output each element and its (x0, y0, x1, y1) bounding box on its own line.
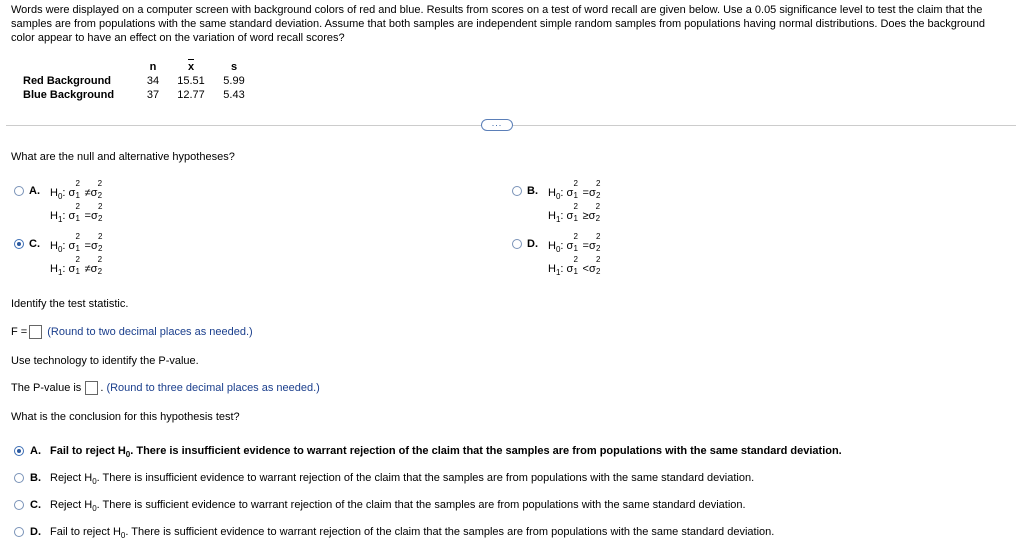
cell-s: 5.43 (223, 89, 245, 101)
option-text: Fail to reject $H_0$. There is sufficient evidence to warrant rejection of the claim that the samples are from populations with the same standard deviation. (50, 526, 775, 541)
sigma-1: σ 2 1 (566, 255, 578, 276)
sigma-1: σ 2 1 (566, 232, 578, 253)
hypothesis-line: $H_1$: σ 2 1 =σ 2 2 (50, 202, 103, 225)
f-input[interactable] (29, 325, 42, 339)
row-label: Blue Background (23, 89, 115, 101)
hypothesis-line: $H_1$: σ 2 1 ≠σ 2 2 (50, 255, 103, 278)
operator: ≠ (84, 187, 91, 199)
operator: = (582, 240, 589, 252)
expand-more-button[interactable]: ... (481, 119, 513, 131)
xbar-symbol: x (187, 61, 195, 73)
radio-button[interactable] (14, 500, 24, 510)
operator: < (582, 263, 589, 275)
stats-header-row (20, 60, 253, 74)
hypothesis-line: $H_1$: σ 2 1 ≥σ 2 2 (548, 202, 601, 225)
row-label: Red Background (23, 75, 112, 87)
hypotheses-prompt: What are the null and alternative hypotheses? (11, 151, 235, 163)
sigma-1: σ 2 1 (68, 232, 80, 253)
h-symbol: $H_0$ (50, 240, 63, 255)
h-symbol: $H_1$ (548, 210, 561, 225)
sigma-1: σ 2 1 (566, 179, 578, 200)
radio-button[interactable] (14, 446, 24, 456)
sigma-2: σ 2 2 (90, 232, 103, 253)
option-letter: D. (30, 526, 41, 538)
test-stat-line (11, 325, 253, 339)
stats-header-xbar (167, 60, 215, 74)
f-label: F = (11, 326, 28, 338)
cell-xbar: 12.77 (177, 89, 205, 101)
stats-header-blank (20, 60, 139, 74)
radio-button[interactable] (14, 186, 24, 196)
operator: = (84, 210, 91, 222)
option-letter: D. (527, 238, 538, 250)
p-value-prompt: Use technology to identify the P-value. (11, 355, 199, 367)
h-symbol: $H_1$ (50, 263, 63, 278)
h-symbol: $H_1$ (548, 263, 561, 278)
hypothesis-line: $H_1$: σ 2 1 <σ 2 2 (548, 255, 601, 278)
sigma-2: σ 2 2 (588, 179, 601, 200)
h-symbol: $H_0$ (548, 240, 561, 255)
sigma-2: σ 2 2 (588, 232, 601, 253)
stats-table (20, 60, 253, 102)
option-text: Reject $H_0$. There is insufficient evidence to warrant rejection of the claim that the samples are from populations with the same standard deviation. (50, 472, 755, 487)
operator: = (84, 240, 91, 252)
table-row (20, 74, 253, 88)
h-symbol: $H_0$ (548, 187, 561, 202)
sigma-2: σ 2 2 (90, 202, 103, 223)
conclusion-prompt: What is the conclusion for this hypothesis test? (11, 411, 240, 423)
p-hint: (Round to three decimal places as needed.) (106, 382, 320, 394)
sigma-1: σ 2 1 (68, 179, 80, 200)
sigma-1: σ 2 1 (68, 255, 80, 276)
p-input[interactable] (85, 381, 98, 395)
h-symbol: $H_1$ (50, 210, 63, 225)
option-letter: C. (29, 238, 40, 250)
option-letter: A. (30, 445, 41, 457)
radio-button[interactable] (14, 473, 24, 483)
p-value-line: The P-value is . (Round to three decimal places as needed.) (11, 382, 320, 394)
cell-s: 5.99 (223, 75, 245, 87)
sigma-2: σ 2 2 (588, 255, 601, 276)
p-label: The P-value is (11, 382, 82, 394)
operator: = (582, 187, 589, 199)
test-stat-prompt: Identify the test statistic. (11, 298, 129, 310)
h-symbol: $H_0$ (50, 187, 63, 202)
sigma-2: σ 2 2 (90, 255, 103, 276)
hypothesis-line: $H_0$: σ 2 1 =σ 2 2 (548, 179, 601, 202)
option-letter: B. (527, 185, 538, 197)
radio-button[interactable] (512, 186, 522, 196)
cell-n: 34 (146, 75, 160, 87)
operator: ≥ (582, 210, 589, 222)
stats-header-s: s (230, 61, 238, 73)
question-text: Words were displayed on a computer screen with background colors of red and blue. Results from scores on a test of word recall are given below. Use a 0.05 significance level to test the claim that the samples are from populations with the same standard deviation. Assume that both samples are independent simple random samples from populations having normal distributions. Does the background color appear to have an effect on the variation of word recall scores? (11, 4, 986, 44)
option-letter: A. (29, 185, 40, 197)
option-text: Fail to reject $H_0$. There is insufficient evidence to warrant rejection of the claim that the samples are from populations with the same standard deviation. (50, 445, 842, 460)
table-row (20, 88, 253, 102)
operator: ≠ (84, 263, 91, 275)
radio-button[interactable] (14, 527, 24, 537)
sigma-2: σ 2 2 (90, 179, 103, 200)
stats-header-n: n (149, 61, 157, 73)
option-text: Reject $H_0$. There is sufficient evidence to warrant rejection of the claim that the samples are from populations with the same standard deviation. (50, 499, 746, 514)
cell-n: 37 (146, 89, 160, 101)
hypothesis-line: $H_0$: σ 2 1 =σ 2 2 (50, 232, 103, 255)
cell-xbar: 15.51 (177, 75, 205, 87)
hypothesis-line: $H_0$: σ 2 1 ≠σ 2 2 (50, 179, 103, 202)
option-letter: C. (30, 499, 41, 511)
sigma-2: σ 2 2 (588, 202, 601, 223)
radio-button[interactable] (512, 239, 522, 249)
radio-button[interactable] (14, 239, 24, 249)
sigma-1: σ 2 1 (566, 202, 578, 223)
hypothesis-line: $H_0$: σ 2 1 =σ 2 2 (548, 232, 601, 255)
f-hint: (Round to two decimal places as needed.) (47, 326, 253, 338)
sigma-1: σ 2 1 (68, 202, 80, 223)
option-letter: B. (30, 472, 41, 484)
